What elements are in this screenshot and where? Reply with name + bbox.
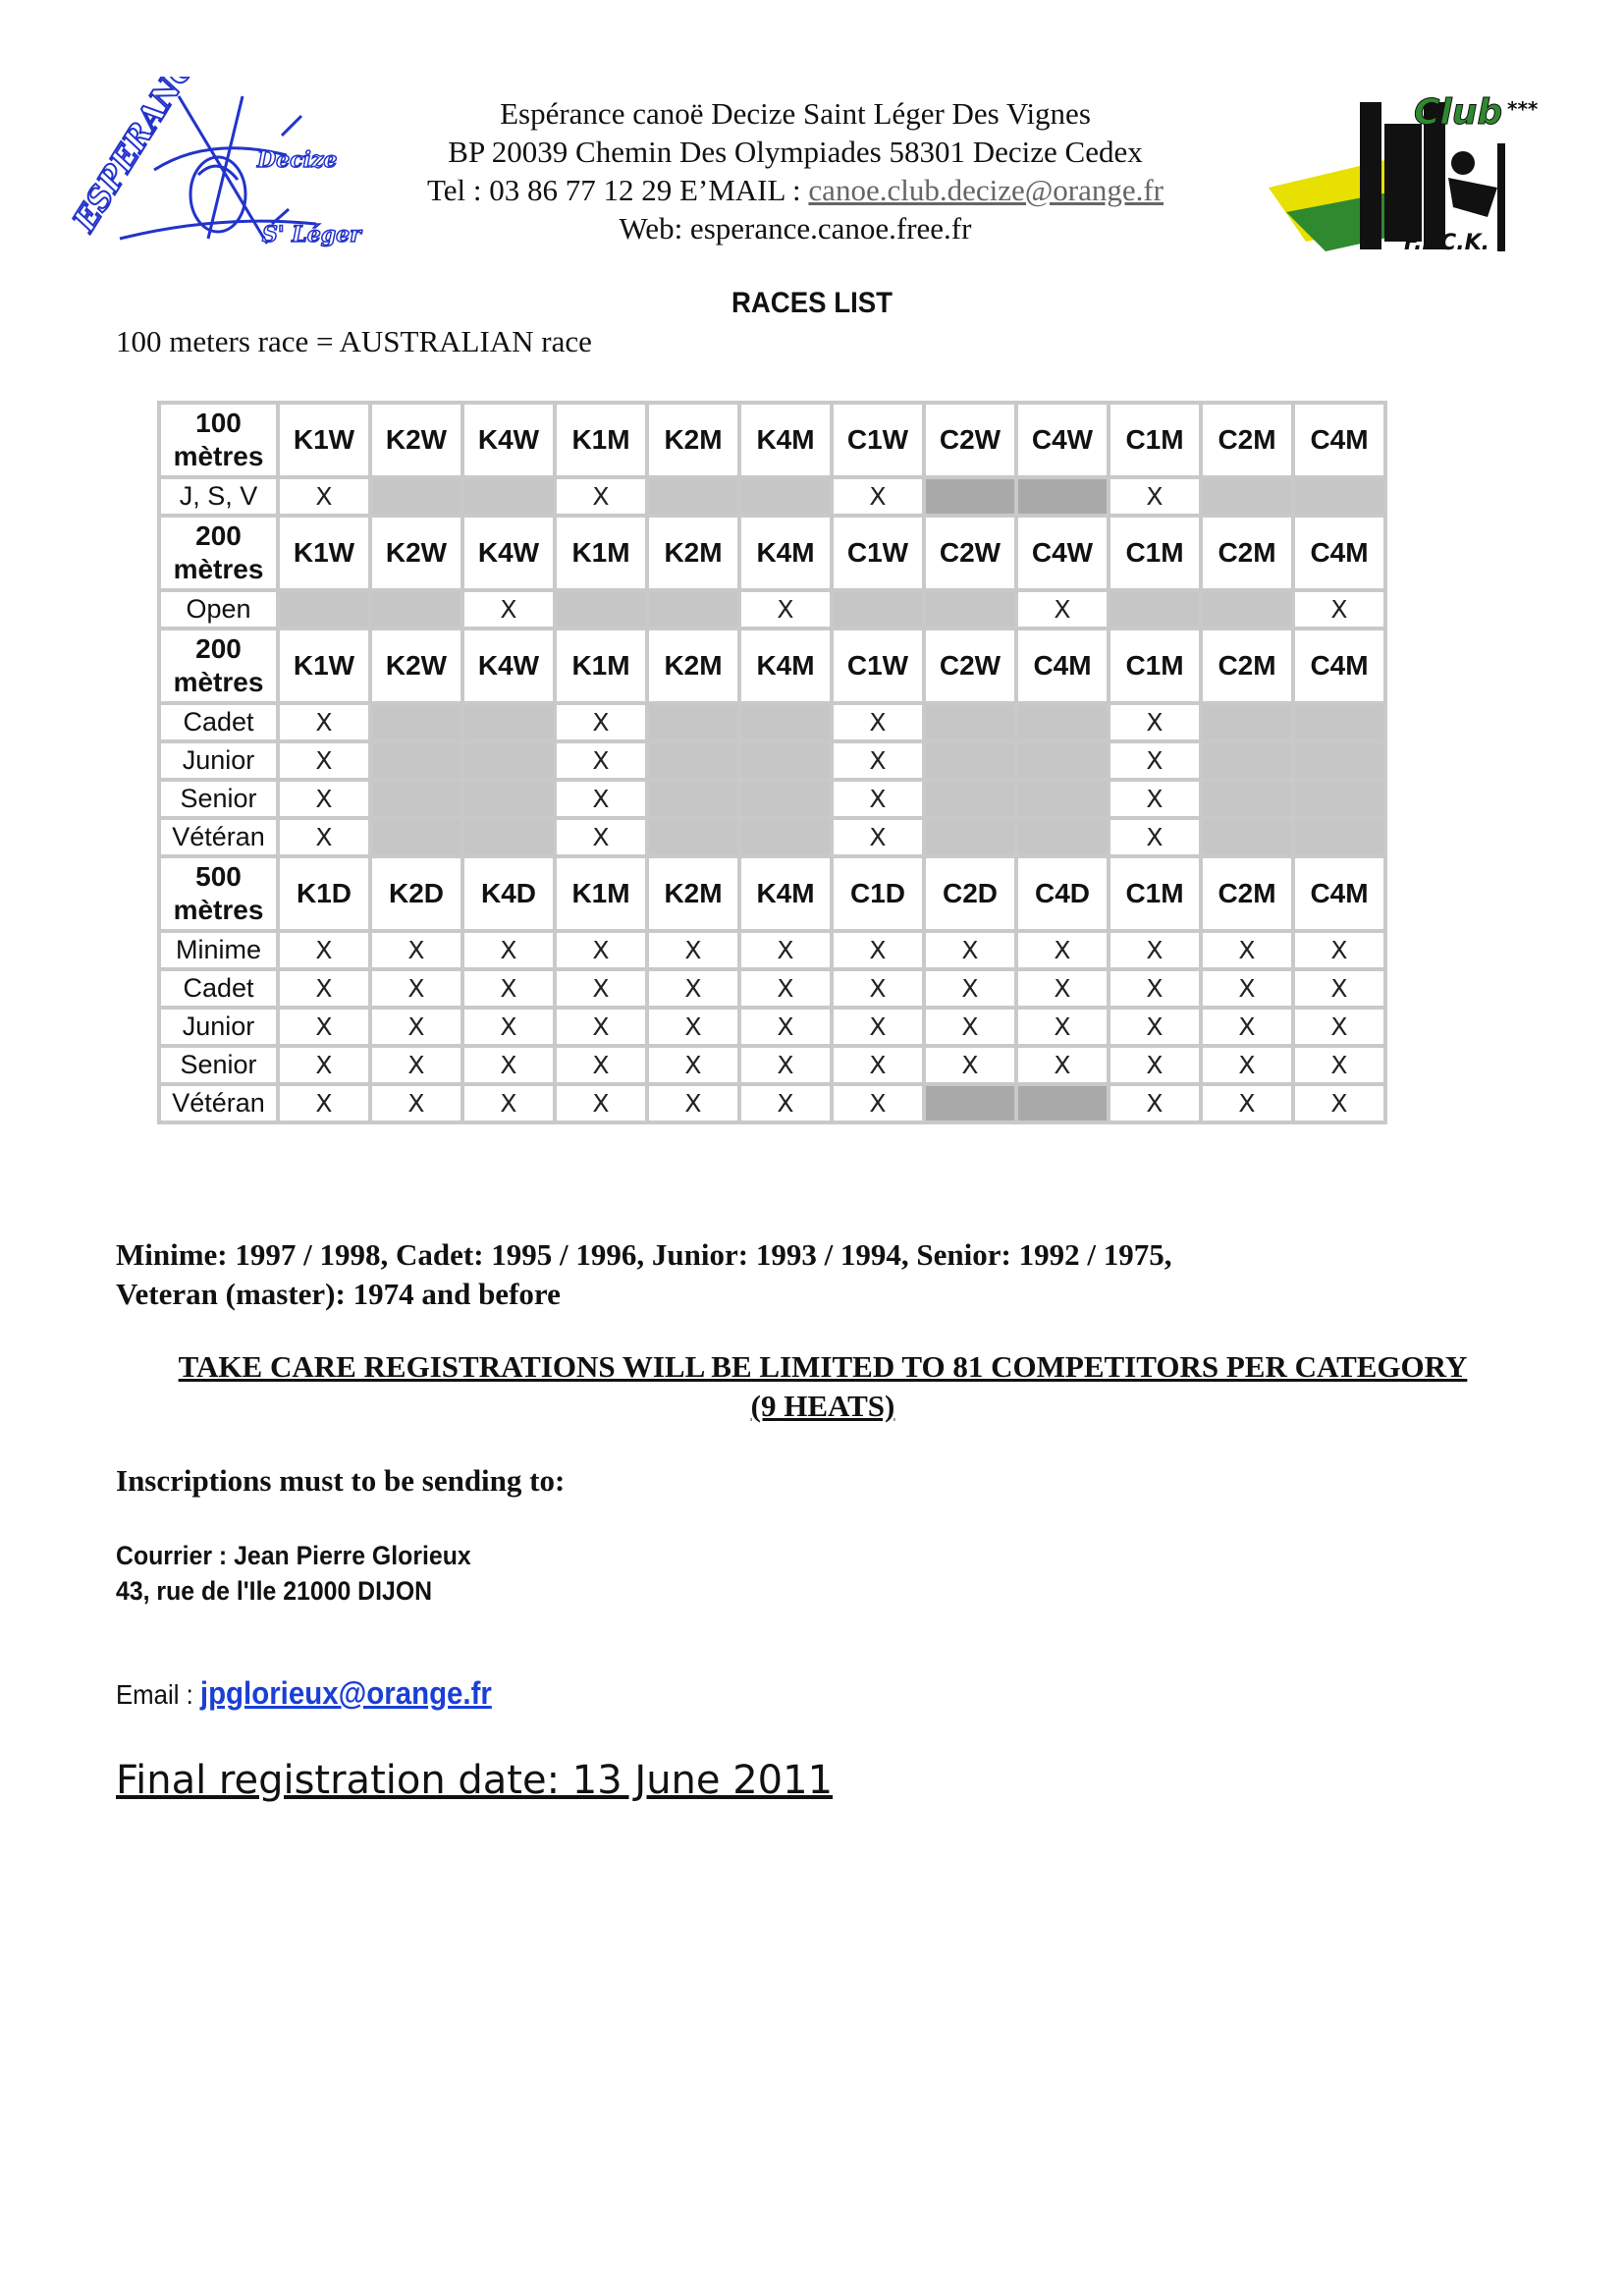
boat-class-header: C1W: [834, 518, 922, 588]
distance-header: [161, 518, 276, 588]
race-available-mark: X: [834, 1010, 922, 1044]
race-unavailable-cell: [741, 479, 830, 514]
race-unavailable-cell: [1018, 1086, 1107, 1121]
boat-class-header: C1W: [834, 630, 922, 701]
boat-class-header: K2M: [649, 405, 737, 475]
boat-class-header: C4M: [1295, 518, 1383, 588]
race-unavailable-cell: [1203, 743, 1291, 778]
race-unavailable-cell: [649, 820, 737, 854]
race-available-mark: X: [280, 1086, 368, 1121]
category-label: Senior: [161, 782, 276, 816]
race-available-mark: X: [741, 1086, 830, 1121]
race-available-mark: X: [557, 782, 645, 816]
boat-class-header: K4W: [464, 405, 553, 475]
race-available-mark: X: [1203, 1010, 1291, 1044]
boat-class-header: K1M: [557, 858, 645, 929]
club-email-link[interactable]: canoe.club.decize@orange.fr: [808, 173, 1164, 207]
table-row: [161, 933, 1383, 967]
race-available-mark: X: [741, 933, 830, 967]
email-line: [116, 1675, 492, 1712]
club-name: Espérance canoë Decize Saint Léger Des Vignes: [500, 96, 1091, 131]
distance-header-text: 100: [195, 408, 242, 438]
boat-class-header: C1M: [1110, 858, 1199, 929]
race-available-mark: X: [834, 705, 922, 739]
race-unavailable-cell: [464, 743, 553, 778]
race-available-mark: X: [464, 971, 553, 1006]
race-available-mark: X: [372, 1048, 460, 1082]
race-unavailable-cell: [1203, 782, 1291, 816]
boat-class-header: C1W: [834, 405, 922, 475]
boat-class-header: C2W: [926, 518, 1014, 588]
category-label: Cadet: [161, 971, 276, 1006]
club-postal-address: BP 20039 Chemin Des Olympiades 58301 Decize Cedex: [448, 135, 1143, 169]
race-available-mark: X: [1295, 1086, 1383, 1121]
race-available-mark: X: [557, 820, 645, 854]
boat-class-header: C2M: [1203, 630, 1291, 701]
boat-class-header: C4D: [1018, 858, 1107, 929]
boat-class-header: K4M: [741, 405, 830, 475]
club-contact-line: [373, 171, 1218, 209]
race-unavailable-cell: [1203, 705, 1291, 739]
race-available-mark: X: [834, 1086, 922, 1121]
race-unavailable-cell: [834, 592, 922, 627]
section-header-row: [161, 405, 1383, 475]
boat-class-header: K2M: [649, 858, 737, 929]
boat-class-header: K4M: [741, 518, 830, 588]
race-available-mark: X: [280, 820, 368, 854]
race-available-mark: X: [280, 705, 368, 739]
race-available-mark: X: [557, 1048, 645, 1082]
race-unavailable-cell: [1018, 743, 1107, 778]
race-unavailable-cell: [557, 592, 645, 627]
race-available-mark: X: [1018, 592, 1107, 627]
race-available-mark: X: [1110, 782, 1199, 816]
table-row: [161, 1086, 1383, 1121]
boat-class-header: K2M: [649, 518, 737, 588]
race-available-mark: X: [1018, 971, 1107, 1006]
race-available-mark: X: [464, 1048, 553, 1082]
race-unavailable-cell: [1018, 479, 1107, 514]
race-unavailable-cell: [1203, 820, 1291, 854]
boat-class-header: K2W: [372, 630, 460, 701]
race-available-mark: X: [1018, 1048, 1107, 1082]
race-unavailable-cell: [464, 479, 553, 514]
race-available-mark: X: [1110, 743, 1199, 778]
race-available-mark: X: [1203, 971, 1291, 1006]
section-header-row: [161, 858, 1383, 929]
category-years: [116, 1235, 1171, 1314]
boat-class-header: C4M: [1295, 630, 1383, 701]
race-unavailable-cell: [372, 782, 460, 816]
logo-stars: ***: [1507, 97, 1539, 121]
race-available-mark: X: [1295, 1010, 1383, 1044]
logo-word-sleger: S' Léger: [262, 222, 361, 247]
email-label: Email :: [116, 1679, 200, 1710]
race-unavailable-cell: [926, 479, 1014, 514]
race-available-mark: X: [280, 743, 368, 778]
logo-word-esperance: ESPERANCE: [65, 77, 215, 239]
boat-class-header: K1W: [280, 405, 368, 475]
table-row: [161, 592, 1383, 627]
race-available-mark: X: [464, 592, 553, 627]
race-available-mark: X: [280, 971, 368, 1006]
race-unavailable-cell: [741, 705, 830, 739]
race-unavailable-cell: [372, 743, 460, 778]
category-label: J, S, V: [161, 479, 276, 514]
table-row: [161, 1048, 1383, 1082]
boat-class-header: K1M: [557, 405, 645, 475]
race-unavailable-cell: [741, 743, 830, 778]
race-available-mark: X: [1110, 479, 1199, 514]
boat-class-header: K4M: [741, 630, 830, 701]
race-unavailable-cell: [649, 705, 737, 739]
race-available-mark: X: [557, 1086, 645, 1121]
distance-header-text: mètres: [173, 667, 264, 697]
race-unavailable-cell: [464, 820, 553, 854]
inscriptions-heading: Inscriptions must to be sending to:: [116, 1463, 566, 1498]
table-row: [161, 820, 1383, 854]
races-table-body: [161, 405, 1383, 1121]
category-label: Vétéran: [161, 820, 276, 854]
page-title: RACES LIST: [731, 287, 893, 319]
table-row: [161, 743, 1383, 778]
race-unavailable-cell: [1295, 479, 1383, 514]
race-available-mark: X: [834, 820, 922, 854]
race-unavailable-cell: [1295, 782, 1383, 816]
race-available-mark: X: [1110, 1048, 1199, 1082]
distance-header-text: mètres: [173, 895, 264, 925]
category-label: Junior: [161, 743, 276, 778]
race-unavailable-cell: [372, 592, 460, 627]
category-label: Vétéran: [161, 1086, 276, 1121]
boat-class-header: C2D: [926, 858, 1014, 929]
category-years-line-1: Minime: 1997 / 1998, Cadet: 1995 / 1996, Junior: 1993 / 1994, Senior: 1992 / 1975,: [116, 1237, 1172, 1272]
race-available-mark: X: [834, 933, 922, 967]
race-available-mark: X: [1110, 1086, 1199, 1121]
race-available-mark: X: [834, 1048, 922, 1082]
esperance-logo: [61, 77, 365, 263]
race-available-mark: X: [1203, 1086, 1291, 1121]
table-row: [161, 479, 1383, 514]
race-available-mark: X: [1110, 820, 1199, 854]
race-available-mark: X: [649, 1010, 737, 1044]
warning-line-1: TAKE CARE REGISTRATIONS WILL BE LIMITED TO 81 COMPETITORS PER CATEGORY: [178, 1349, 1468, 1384]
boat-class-header: K1W: [280, 518, 368, 588]
race-available-mark: X: [464, 933, 553, 967]
race-available-mark: X: [280, 479, 368, 514]
intro-text: 100 meters race = AUSTRALIAN race: [116, 324, 592, 358]
table-row: [161, 1010, 1383, 1044]
race-unavailable-cell: [464, 705, 553, 739]
race-available-mark: X: [464, 1010, 553, 1044]
race-available-mark: X: [1295, 1048, 1383, 1082]
courrier-name: Courrier : Jean Pierre Glorieux: [116, 1541, 471, 1570]
boat-class-header: C4W: [1018, 518, 1107, 588]
boat-class-header: C2W: [926, 630, 1014, 701]
race-available-mark: X: [1203, 933, 1291, 967]
race-available-mark: X: [649, 1086, 737, 1121]
section-header-row: [161, 630, 1383, 701]
race-unavailable-cell: [1110, 592, 1199, 627]
distance-header-text: 200: [195, 520, 242, 551]
race-unavailable-cell: [1018, 782, 1107, 816]
race-available-mark: X: [1110, 1010, 1199, 1044]
race-available-mark: X: [557, 1010, 645, 1044]
race-available-mark: X: [741, 1010, 830, 1044]
boat-class-header: K2M: [649, 630, 737, 701]
race-available-mark: X: [834, 743, 922, 778]
boat-class-header: K2W: [372, 518, 460, 588]
race-available-mark: X: [1018, 1010, 1107, 1044]
race-available-mark: X: [1203, 1048, 1291, 1082]
race-available-mark: X: [926, 1048, 1014, 1082]
boat-class-header: C1M: [1110, 518, 1199, 588]
race-available-mark: X: [372, 971, 460, 1006]
race-available-mark: X: [372, 933, 460, 967]
race-unavailable-cell: [1018, 820, 1107, 854]
race-unavailable-cell: [926, 1086, 1014, 1121]
race-available-mark: X: [1110, 971, 1199, 1006]
distance-header-text: 200: [195, 633, 242, 664]
category-label: Open: [161, 592, 276, 627]
race-unavailable-cell: [926, 743, 1014, 778]
table-row: [161, 705, 1383, 739]
race-available-mark: X: [926, 933, 1014, 967]
race-available-mark: X: [649, 1048, 737, 1082]
contact-email-link[interactable]: jpglorieux@orange.fr: [199, 1675, 492, 1711]
race-available-mark: X: [1295, 971, 1383, 1006]
race-available-mark: X: [280, 1010, 368, 1044]
race-available-mark: X: [557, 705, 645, 739]
race-available-mark: X: [280, 1048, 368, 1082]
race-available-mark: X: [557, 479, 645, 514]
race-unavailable-cell: [372, 479, 460, 514]
boat-class-header: K4W: [464, 518, 553, 588]
boat-class-header: K1D: [280, 858, 368, 929]
ffck-club-logo: [1267, 94, 1561, 261]
race-available-mark: X: [834, 479, 922, 514]
race-available-mark: X: [741, 592, 830, 627]
boat-class-header: C2W: [926, 405, 1014, 475]
club-website: Web: esperance.canoe.free.fr: [619, 211, 972, 246]
distance-header-text: mètres: [173, 441, 264, 471]
race-available-mark: X: [557, 933, 645, 967]
boat-class-header: C1M: [1110, 405, 1199, 475]
race-unavailable-cell: [1203, 592, 1291, 627]
boat-class-header: C2M: [1203, 405, 1291, 475]
final-registration-date: Final registration date: 13 June 2011: [116, 1758, 834, 1803]
logo-word-club: Club: [1414, 94, 1503, 133]
race-unavailable-cell: [649, 782, 737, 816]
boat-class-header: K1W: [280, 630, 368, 701]
race-available-mark: X: [649, 933, 737, 967]
boat-class-header: K4M: [741, 858, 830, 929]
race-available-mark: X: [1018, 933, 1107, 967]
race-unavailable-cell: [464, 782, 553, 816]
boat-class-header: C4W: [1018, 405, 1107, 475]
race-unavailable-cell: [1018, 705, 1107, 739]
race-available-mark: X: [372, 1086, 460, 1121]
club-phone: Tel : 03 86 77 12 29 E’MAIL :: [426, 173, 809, 207]
race-unavailable-cell: [1295, 705, 1383, 739]
logo-ffck: F.F.C.K.: [1404, 231, 1489, 255]
courrier-address: [116, 1538, 471, 1609]
race-available-mark: X: [926, 971, 1014, 1006]
race-available-mark: X: [741, 1048, 830, 1082]
race-available-mark: X: [1295, 933, 1383, 967]
race-available-mark: X: [834, 782, 922, 816]
race-unavailable-cell: [926, 782, 1014, 816]
race-available-mark: X: [557, 743, 645, 778]
courrier-street: 43, rue de l'Ile 21000 DIJON: [116, 1576, 433, 1606]
boat-class-header: K2D: [372, 858, 460, 929]
race-available-mark: X: [372, 1010, 460, 1044]
race-available-mark: X: [1110, 933, 1199, 967]
race-unavailable-cell: [1295, 820, 1383, 854]
warning-line-2: (9 HEATS): [750, 1389, 895, 1423]
race-available-mark: X: [926, 1010, 1014, 1044]
distance-header-text: 500: [195, 861, 242, 892]
distance-header: [161, 405, 276, 475]
race-unavailable-cell: [649, 743, 737, 778]
boat-class-header: K4D: [464, 858, 553, 929]
category-label: Senior: [161, 1048, 276, 1082]
race-available-mark: X: [1295, 592, 1383, 627]
boat-class-header: C1D: [834, 858, 922, 929]
table-row: [161, 971, 1383, 1006]
race-unavailable-cell: [280, 592, 368, 627]
boat-class-header: C4M: [1295, 405, 1383, 475]
table-row: [161, 782, 1383, 816]
boat-class-header: C4M: [1018, 630, 1107, 701]
race-unavailable-cell: [741, 782, 830, 816]
boat-class-header: K4W: [464, 630, 553, 701]
boat-class-header: C2M: [1203, 858, 1291, 929]
race-unavailable-cell: [372, 820, 460, 854]
registration-limit-warning: [116, 1347, 1530, 1426]
distance-header-text: mètres: [173, 554, 264, 584]
race-available-mark: X: [464, 1086, 553, 1121]
race-available-mark: X: [834, 971, 922, 1006]
race-unavailable-cell: [372, 705, 460, 739]
races-table: [157, 401, 1387, 1124]
race-unavailable-cell: [649, 479, 737, 514]
race-unavailable-cell: [649, 592, 737, 627]
race-available-mark: X: [1110, 705, 1199, 739]
boat-class-header: K1M: [557, 630, 645, 701]
boat-class-header: K2W: [372, 405, 460, 475]
section-header-row: [161, 518, 1383, 588]
boat-class-header: C4M: [1295, 858, 1383, 929]
race-available-mark: X: [280, 782, 368, 816]
boat-class-header: K1M: [557, 518, 645, 588]
race-unavailable-cell: [926, 705, 1014, 739]
race-unavailable-cell: [926, 592, 1014, 627]
race-available-mark: X: [557, 971, 645, 1006]
category-label: Cadet: [161, 705, 276, 739]
race-unavailable-cell: [1295, 743, 1383, 778]
club-address-block: [373, 94, 1218, 247]
category-label: Junior: [161, 1010, 276, 1044]
category-label: Minime: [161, 933, 276, 967]
boat-class-header: C2M: [1203, 518, 1291, 588]
race-available-mark: X: [649, 971, 737, 1006]
distance-header: [161, 630, 276, 701]
race-available-mark: X: [280, 933, 368, 967]
race-unavailable-cell: [1203, 479, 1291, 514]
race-unavailable-cell: [926, 820, 1014, 854]
category-years-line-2: Veteran (master): 1974 and before: [116, 1277, 561, 1311]
race-unavailable-cell: [741, 820, 830, 854]
boat-class-header: C1M: [1110, 630, 1199, 701]
distance-header: [161, 858, 276, 929]
race-available-mark: X: [741, 971, 830, 1006]
logo-word-decize: Decize: [257, 147, 338, 173]
